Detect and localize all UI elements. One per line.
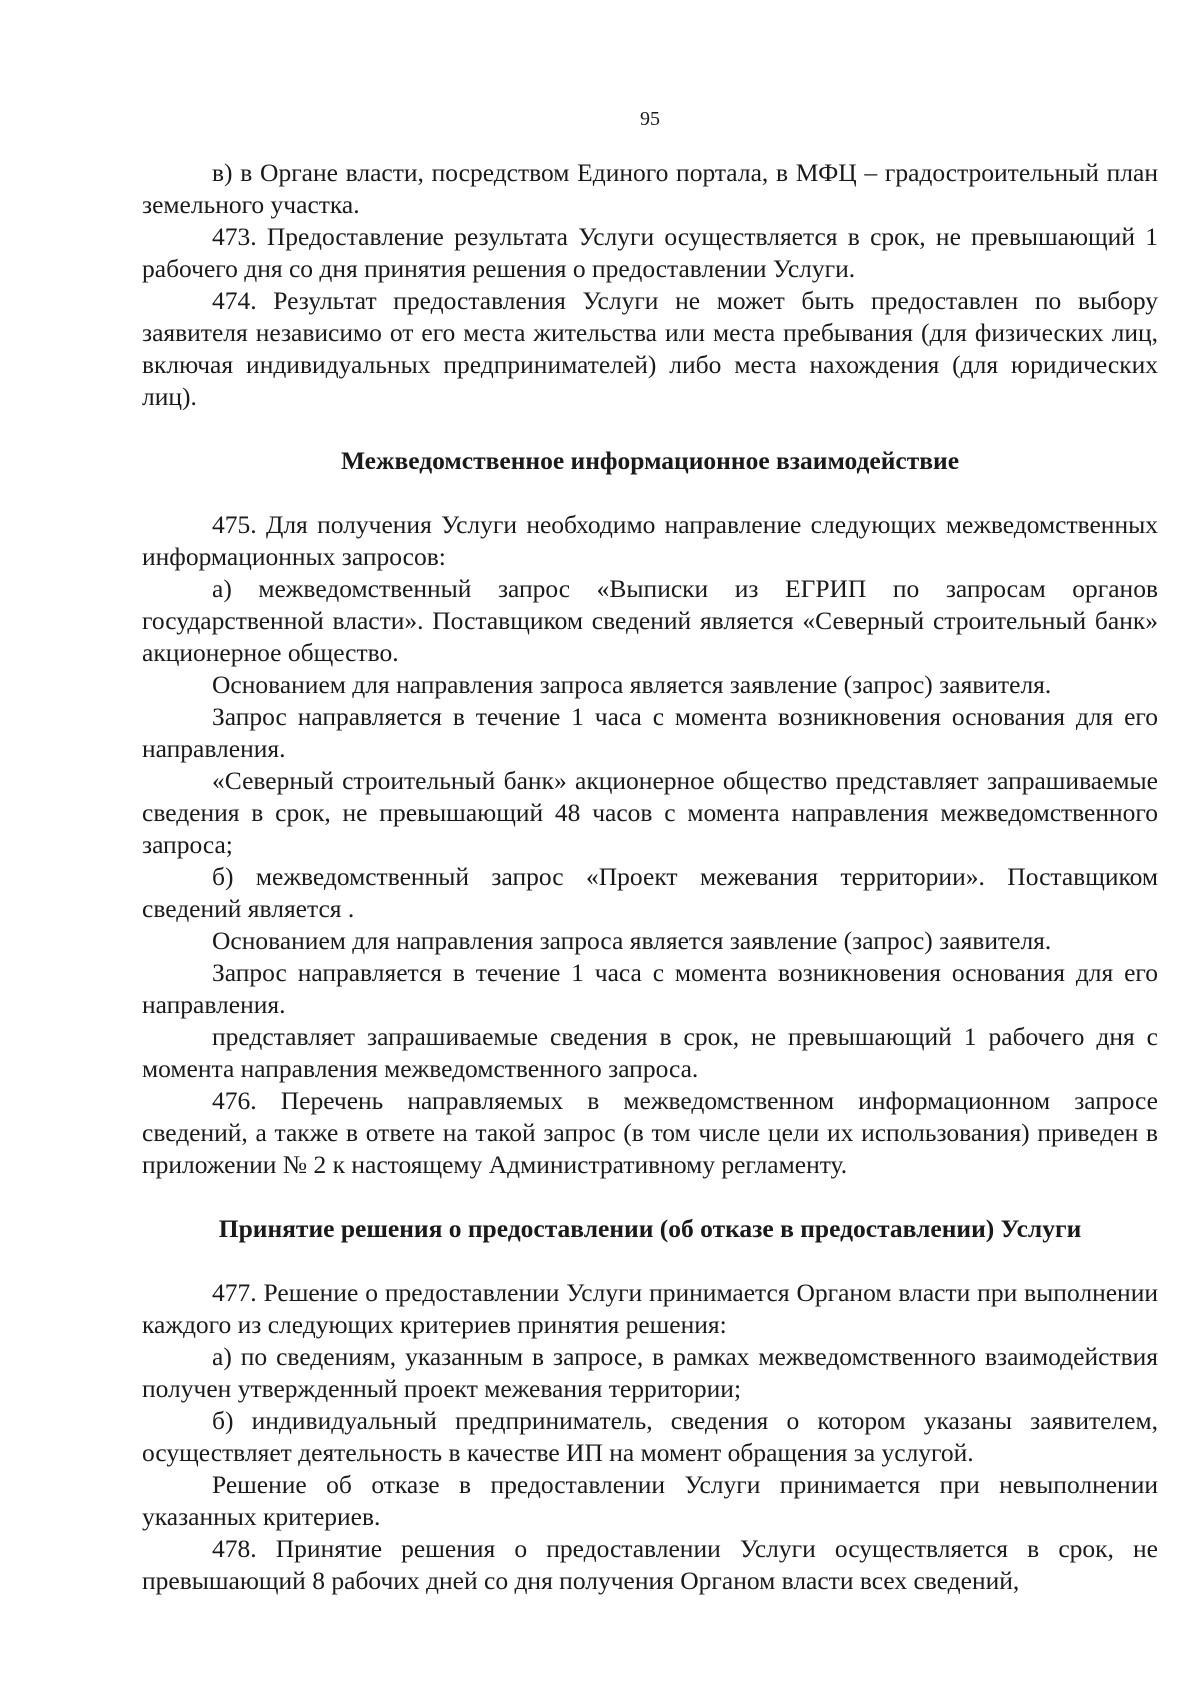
spacer [142, 1245, 1158, 1277]
paragraph-477-a: а) по сведениям, указанным в запросе, в рамках межведомственного взаимодействия получен утвержденный проект межевания территории; [142, 1342, 1158, 1403]
paragraph-472-v: в) в Органе власти, посредством Единого портала, в МФЦ – градостроительный план земельного участка. [142, 158, 1158, 219]
spacer [142, 477, 1158, 509]
page-number: 95 [640, 108, 660, 130]
paragraph-477-b: б) индивидуальный предприниматель, сведения о котором указаны заявителем, осуществляет деятельность в качестве ИП на момент обращения за услугой. [142, 1406, 1158, 1467]
paragraph-477-refusal: Решение об отказе в предоставлении Услуги принимается при невыполнении указанных критериев. [142, 1470, 1158, 1531]
paragraph-475-b: б) межведомственный запрос «Проект межевания территории». Поставщиком сведений является . [142, 862, 1158, 923]
section-heading-interagency: Межведомственное информационное взаимодействие [340, 446, 960, 475]
paragraph-475-b-provider: представляет запрашиваемые сведения в срок, не превышающий 1 рабочего дня с момента направления межведомственного запроса. [142, 1022, 1158, 1083]
paragraph-475-b-basis: Основанием для направления запроса является заявление (запрос) заявителя. [212, 926, 1052, 955]
spacer [142, 1181, 1158, 1213]
spacer [142, 413, 1158, 445]
paragraph-475-a-basis: Основанием для направления запроса является заявление (запрос) заявителя. [212, 670, 1052, 699]
paragraph-477: 477. Решение о предоставлении Услуги принимается Органом власти при выполнении каждого из следующих критериев принятия решения: [142, 1278, 1158, 1339]
paragraph-476: 476. Перечень направляемых в межведомственном информационном запросе сведений, а также в ответе на такой запрос (в том числе цели их использования) приведен в приложении № 2 к настоящему Административному регламенту. [142, 1086, 1158, 1179]
paragraph-475-a-provider: «Северный строительный банк» акционерное общество представляет запрашиваемые сведения в срок, не превышающий 48 часов с момента направления межведомственного запроса; [142, 766, 1158, 859]
paragraph-475-a: а) межведомственный запрос «Выписки из ЕГРИП по запросам органов государственной власти». Поставщиком сведений является «Северный строительный банк» акционерное общество. [142, 574, 1158, 667]
paragraph-473: 473. Предоставление результата Услуги осуществляется в срок, не превышающий 1 рабочего дня со дня принятия решения о предоставлении Услуги. [142, 222, 1158, 283]
paragraph-474: 474. Результат предоставления Услуги не может быть предоставлен по выбору заявителя независимо от его места жительства или места пребывания (для физических лиц, включая индивидуальных предпринимателей) либо места нахождения (для юридических лиц). [142, 286, 1158, 411]
section-heading-decision: Принятие решения о предоставлении (об отказе в предоставлении) Услуги [218, 1214, 1082, 1243]
paragraph-475-a-timing: Запрос направляется в течение 1 часа с момента возникновения основания для его направления. [142, 702, 1158, 763]
paragraph-478: 478. Принятие решения о предоставлении Услуги осуществляется в срок, не превышающий 8 рабочих дней со дня получения Органом власти всех сведений, [142, 1534, 1158, 1595]
document-body [142, 157, 1158, 1597]
paragraph-475: 475. Для получения Услуги необходимо направление следующих межведомственных информационных запросов: [142, 510, 1158, 571]
paragraph-475-b-timing: Запрос направляется в течение 1 часа с момента возникновения основания для его направления. [142, 958, 1158, 1019]
